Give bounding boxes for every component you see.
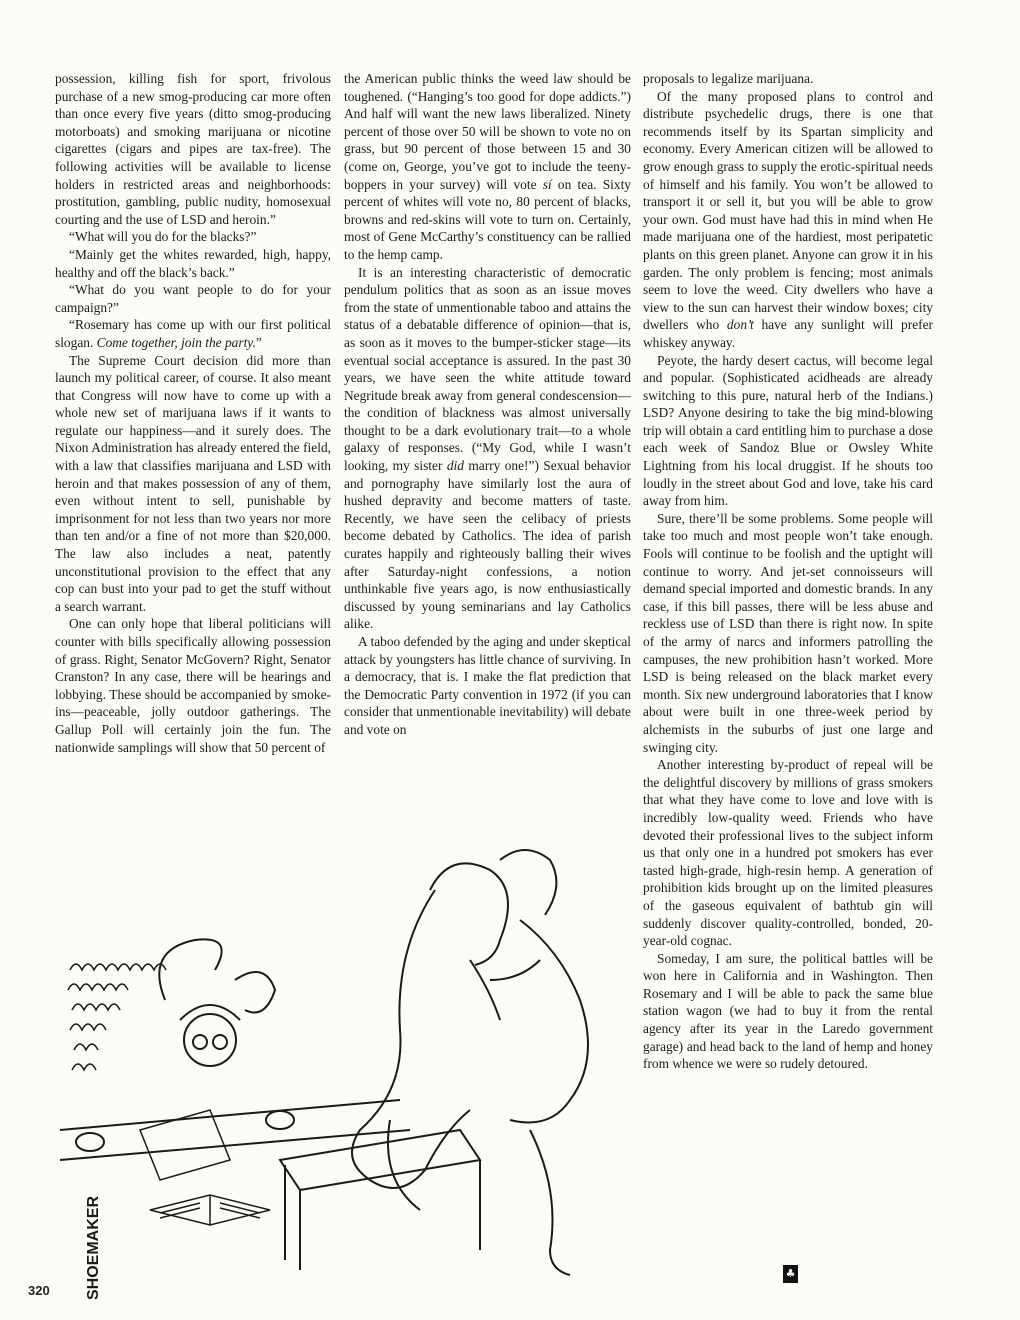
italic-word: don’t	[726, 317, 754, 333]
text-column-2	[344, 70, 631, 739]
crowd-drawing	[68, 964, 166, 1070]
paragraph: Peyote, the hardy desert cactus, will become legal and popular. (Sophisticated acidheads are already switching to this pure, natural herb of the Indians.) LSD? Anyone desiring to take the big mind-blowing trip will obtain a card entitling him to purchase a dose each week of Sandoz Blue or Owsley White Lightning from his local druggist. If he shouts too loudly in the street about God and love, take his card away from him.	[643, 352, 933, 509]
text-run: on tea. Sixty percent of whites will vote no, 80 percent of blacks, browns and red-skins will vote to turn on. Certainly, most of Gene McCarthy’s constituency can be rallied to the hemp camp.	[344, 176, 631, 262]
text-run: ”	[255, 334, 262, 350]
italic-word: did	[446, 458, 464, 474]
book-drawing	[150, 1195, 270, 1225]
couple-figure	[352, 850, 588, 1275]
chair-drawing	[280, 1130, 480, 1270]
paragraph	[344, 264, 631, 633]
paragraph: Another interesting by-product of repeal will be the delightful discovery by millions of grass smokers that what they have come to love and love with is incredibly low-quality weed. Friends who have devoted their professional lives to the subject inform us that only one in a hundred pot smokers has ever tasted high-grade, high-resin hemp. A generation of prohibition kids brought up on the limited pleasures of the gaseous equivalent of bathtub gin will suddenly discover quality-controlled, bonded, 20-year-old cognac.	[643, 757, 933, 949]
paragraph: Someday, I am sure, the political battles will be won here in California and in Washington. Then Rosemary and I will be able to pack the same blue station wagon (we had to buy it from the rental agency after its year in the Laredo government garage) and head back to the land of hemp and honey from whence we were so rudely detoured.	[643, 950, 933, 1072]
speaker-figure	[159, 939, 275, 1066]
paragraph	[643, 88, 933, 352]
paragraph: A taboo defended by the aging and under skeptical attack by youngsters has little chance of surviving. In a democracy, that is. I make the flat prediction that the Democratic Party convention in 1972 (if you can consider that unmentionable inevitability) will debate and vote on	[344, 634, 631, 737]
paragraph: possession, killing fish for sport, frivolous purchase of a new smog-producing car more often than once every five years (ditto smog-producing motorboats) and smoking marijuana or nicotine cigarettes (cigars and pipes are tax-free). The following activities will be available to license holders in restricted areas and neighborhoods: prostitution, gambling, public nudity, homosexual courting and the use of LSD and heroin.”	[55, 71, 331, 227]
text-column-1	[55, 70, 331, 756]
paragraph: proposals to legalize marijuana.	[643, 71, 814, 86]
artist-signature: SHOEMAKER	[85, 1195, 102, 1300]
paragraph	[55, 316, 331, 351]
paragraph: Sure, there’ll be some problems. Some people will take too much and most people won’t take enough. Fools will continue to be foolish and the uptight will continue to worry. And jet-set connoisseurs will demand special imported and domestic brands. In any case, if this bill passes, there will be less abuse and reckless use of LSD than there is right now. In spite of the army of narcs and informers patrolling the campuses, the new prohibition hasn’t worked. More LSD is being released on the black market every month. Six new underground laboratories that I know about were built in one three-week period by alchemists in the suburbs of just one large and swinging city.	[643, 510, 933, 755]
page-number: 320	[28, 1283, 50, 1298]
paragraph	[344, 70, 631, 264]
paragraph: The Supreme Court decision did more than launch my political career, of course. It also meant that Congress will now have to come up with a whole new set of marijuana laws if it wants to regulate our happiness—and it surely does. The Nixon Administration has already entered the field, with a law that classifies marijuana and LSD with heroin and that makes possession of any of them, even without intent to sell, punishable by imprisonment for not less than two years nor more than ten and/or a fine of not more than $20,000. The law also includes a neat, patently unconstitutional provision to the effect that any cop can bust into your pad to get the stuff without a search warrant.	[55, 352, 331, 614]
end-mark-icon: ♣	[783, 1265, 798, 1283]
paragraph: “What will you do for the blacks?”	[69, 229, 257, 245]
cartoon-illustration	[60, 830, 640, 1310]
text-run: have any sunlight will prefer whiskey anyway.	[643, 317, 933, 350]
text-run: the American public thinks the weed law should be toughened. (“Hanging’s too good for dope addicts.”) And half will want the new laws liberalized. Ninety percent of those over 50 will be shown to vote no on grass, but 90 percent of those between 15 and 30 (come on, George, you’ve got to include the teeny-boppers in your survey) will vote	[344, 71, 631, 192]
paragraph: One can only hope that liberal politicians will counter with bills specifically allowing possession of grass. Right, Senator McGovern? Right, Senator Cranston? In any case, there will be hearings and lobbying. These should be accompanied by smoke-ins—peaceable, jolly outdoor gatherings. The Gallup Poll will certainly join the fun. The nationwide samplings will show that 50 percent of	[55, 616, 331, 755]
text-run: It is an interesting characteristic of democratic pendulum politics that as soon as an issue moves from the state of unmentionable taboo and attains the status of a debatable difference of opinion—that is, as soon as it moves to the bumper-sticker stage—its eventual social acceptance is assured. In the past 30 years, we have seen the white attitude toward Negritude break away from general condescension—the condition of blackness was almost universally thought to be a dark evolutionary trait—to a whole galaxy of responses. (“My God, while I wasn’t looking, my sister	[344, 264, 631, 474]
text-run: Of the many proposed plans to control and distribute psychedelic drugs, there is one that recommends itself by its Spartan simplicity and economy. Every American citizen will be allowed to grow enough grass to supply the erotic-spiritual needs of himself and his family. You won’t be allowed to transport it or sell it, but you will be able to grow your own. God must have had this in mind when He made marijuana one of the hardiest, most peripatetic plants on this green planet. Anyone can grow it in his garden. The only problem is fencing; most animals seem to love the weed. City dwellers who have a view to the sun can harvest their window boxes; city dwellers who	[643, 88, 933, 333]
text-run: marry one!”) Sexual behavior and pornography have similarly lost the aura of hushed depravity and become matters of taste. Recently, we have seen the celibacy of priests become debated by Catholics. The idea of parish curates happily and righteously balling their wives after Saturday-night confessions, a notion unthinkable five years ago, is now enthusiastically discussed by young seminarians and lay Catholics alike.	[344, 458, 631, 632]
paragraph: “What do you want people to do for your campaign?”	[55, 282, 331, 315]
paragraph: “Mainly get the whites rewarded, high, happy, healthy and off the black’s back.”	[55, 246, 331, 280]
italic-word: sí	[542, 176, 552, 192]
slogan-italic: Come together, join the party.	[96, 334, 256, 350]
text-column-3	[643, 70, 933, 1073]
text-run: “Rosemary has come up with our first political slogan.	[55, 317, 331, 350]
